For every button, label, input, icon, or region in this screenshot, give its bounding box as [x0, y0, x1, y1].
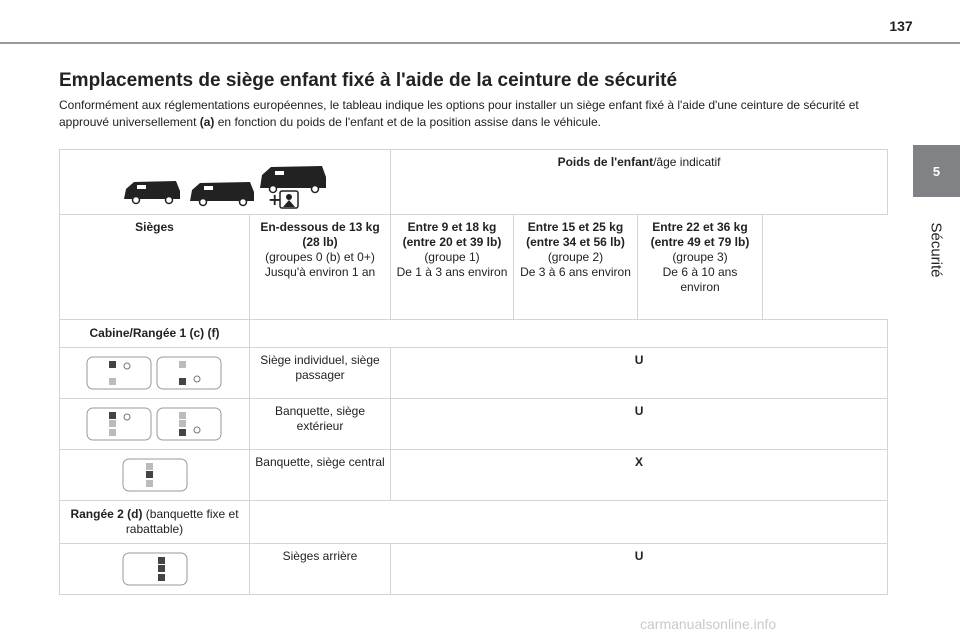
group-0-weight: En-dessous de 13 kg (28 lb)	[260, 220, 380, 249]
table-row	[60, 348, 888, 399]
header-rule	[0, 42, 960, 44]
table-cell: U	[391, 544, 888, 595]
vehicle-versions-icon	[120, 155, 330, 209]
intro-note-ref: (a)	[199, 115, 215, 129]
weight-header-rest: /âge indicatif	[653, 155, 721, 169]
group-3	[638, 215, 763, 320]
svg-text:+: +	[268, 190, 282, 209]
chapter-title	[912, 205, 960, 295]
weight-header	[391, 150, 888, 215]
group-1-class: (groupe 1)	[424, 250, 480, 264]
chapter-number: 5	[932, 163, 941, 179]
table-cell: U	[391, 348, 888, 399]
group-2	[514, 215, 638, 320]
row2-spacer	[250, 501, 888, 544]
group-0	[250, 215, 391, 320]
vehicle-versions-cell	[60, 150, 391, 215]
intro-text-start: Conformément aux réglementations européennes, le tableau indique les options pour installer un siège enfant fixé à l'aide d'une ceinture de sécurité et approuvé universellement	[59, 98, 859, 129]
weight-header-bold: Poids de l'enfant	[557, 155, 654, 169]
group-0-class: (groupes 0 (b) et 0+)	[265, 250, 375, 264]
table-cell: U	[391, 399, 888, 450]
row2-label	[60, 501, 250, 544]
group-2-age: De 3 à 6 ans environ	[520, 265, 631, 279]
table-cell: Banquette, siège central	[250, 450, 391, 501]
section-title: Emplacements de siège enfant fixé à l'aide de la ceinture de sécurité	[59, 70, 678, 91]
row2-label-bold: Rangée 2 (d)	[70, 507, 143, 521]
van-top-view-icon	[120, 455, 190, 495]
group-0-age: Jusqu'à environ 1 an	[264, 265, 376, 279]
passenger-seat-diagram-cell	[60, 348, 250, 399]
intro-text-end: en fonction du poids de l'enfant et de la position assise dans le véhicule.	[214, 115, 601, 129]
group-3-age: De 6 à 10 ans environ	[662, 265, 738, 294]
section-intro	[59, 97, 889, 131]
watermark: carmanualsonline.info	[640, 616, 777, 632]
cabin-row-label: Cabine/Rangée 1 (c) (f)	[60, 320, 250, 348]
chapter-title-text: Sécurité	[927, 222, 945, 278]
van-top-view-icon	[85, 353, 225, 393]
table-cell: X	[391, 450, 888, 501]
group-2-weight: Entre 15 et 25 kg (entre 34 et 56 lb)	[526, 220, 625, 249]
rear-seats-diagram-cell	[60, 544, 250, 595]
center-bench-diagram-cell	[60, 450, 250, 501]
chapter-tab[interactable]	[913, 145, 960, 197]
table-cell: Sièges arrière	[250, 544, 391, 595]
row2-label-rest: (banquette fixe et rabattable)	[125, 507, 239, 536]
table-row	[60, 320, 888, 348]
table-cell: Banquette, siège extérieur	[250, 399, 391, 450]
seats-label: Sièges	[60, 215, 250, 320]
page-number: 137	[889, 18, 913, 34]
table-row	[60, 501, 888, 544]
cabin-row-spacer	[250, 320, 888, 348]
table-cell: Siège individuel, siège passager	[250, 348, 391, 399]
group-3-class: (groupe 3)	[672, 250, 728, 264]
table-row	[60, 450, 888, 501]
weight-groups-row	[60, 215, 888, 320]
group-2-class: (groupe 2)	[547, 250, 604, 264]
table-row	[60, 544, 888, 595]
van-top-view-icon	[85, 404, 225, 444]
child-seat-table	[59, 149, 888, 595]
group-1-weight: Entre 9 et 18 kg (entre 20 et 39 lb)	[402, 220, 502, 249]
group-1	[391, 215, 514, 320]
table-header-row	[60, 150, 888, 215]
outer-bench-diagram-cell	[60, 399, 250, 450]
group-1-age: De 1 à 3 ans environ	[396, 265, 508, 279]
table-row	[60, 399, 888, 450]
group-3-weight: Entre 22 et 36 kg (entre 49 et 79 lb)	[650, 220, 750, 249]
van-top-view-icon	[120, 549, 190, 589]
